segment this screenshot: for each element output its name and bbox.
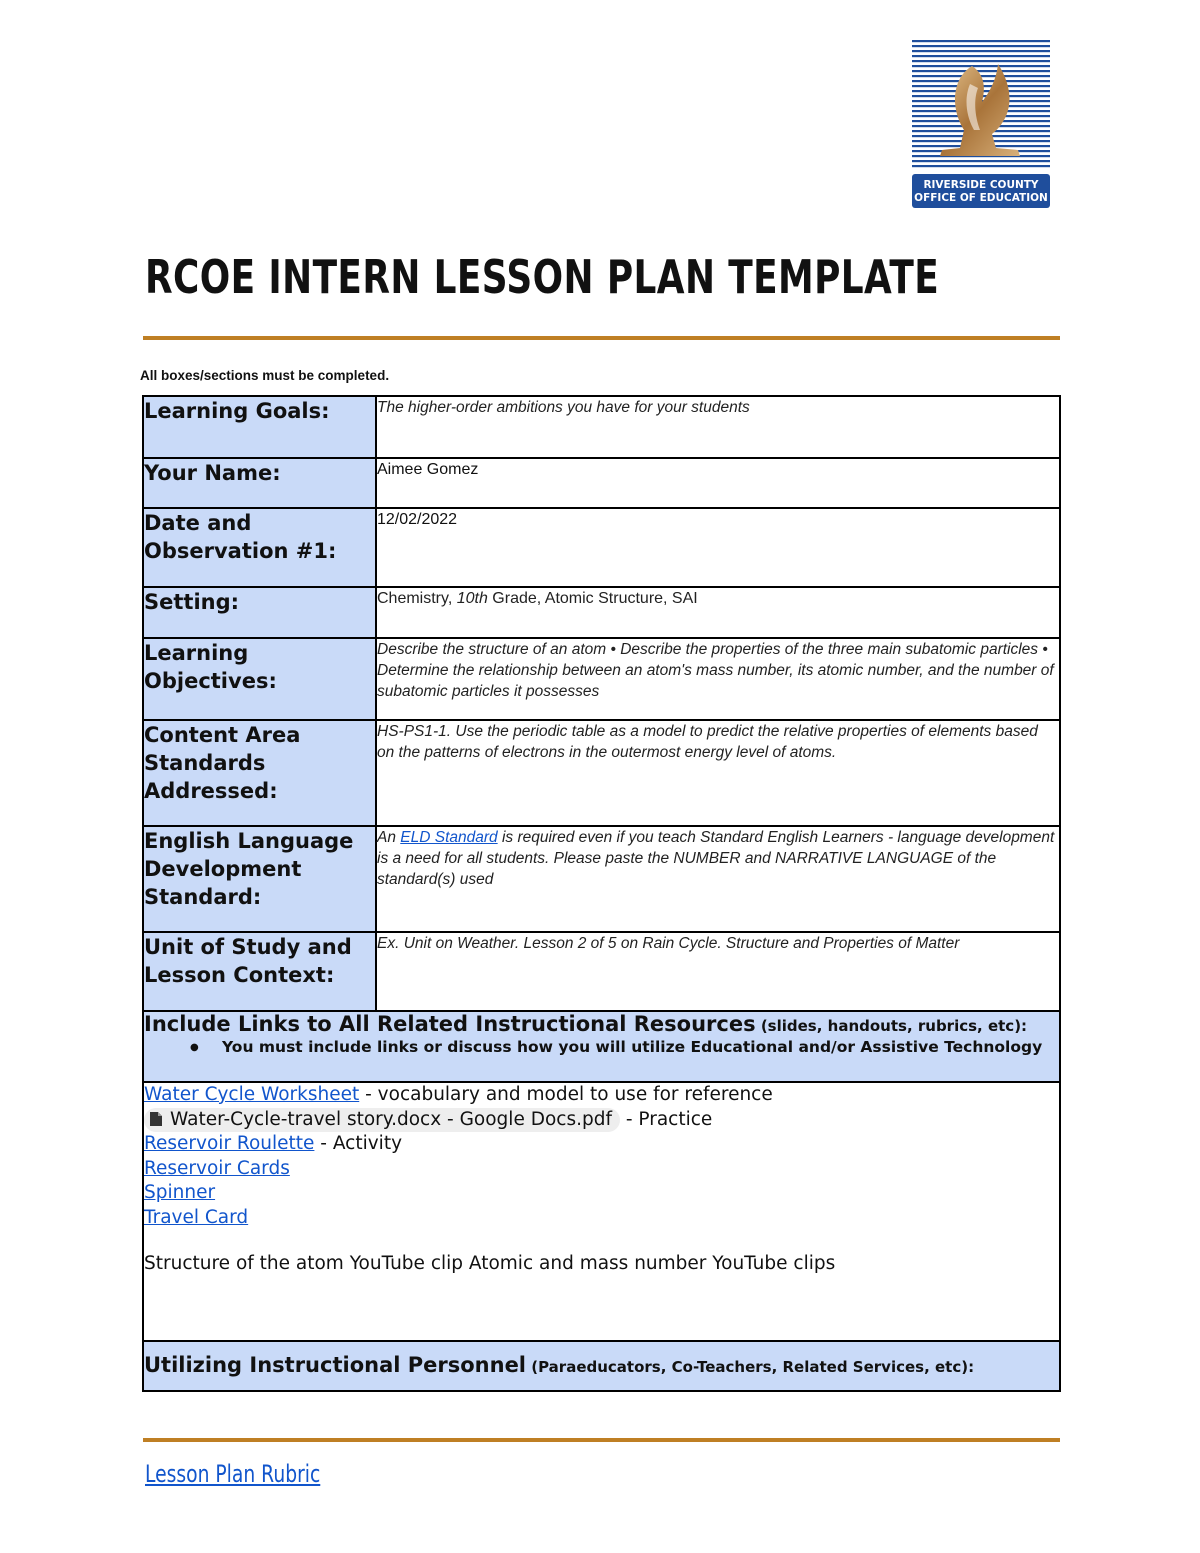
logo-line2: OFFICE OF EDUCATION [914,192,1048,204]
logo-stripe [912,160,1050,162]
row-your-name [143,458,1060,508]
completion-note: All boxes/sections must be completed. [140,368,390,383]
logo-line1: RIVERSIDE COUNTY [923,179,1039,191]
resources-header-main: Include Links to All Related Instructional Resources [144,1012,756,1036]
value-your-name[interactable]: Aimee Gomez [376,458,1060,508]
label-your-name: Your Name: [143,458,376,508]
rcoe-logo [912,38,1050,208]
value-content-standards[interactable]: HS-PS1-1. Use the periodic table as a model to predict the relative properties of elements based on the patterns of electrons in the outermost energy level of atoms. [376,720,1060,826]
page-title: RCOE INTERN LESSON PLAN TEMPLATE [145,250,940,304]
resource-item-3-text: - Activity [314,1133,403,1154]
resources-header [143,1011,1060,1082]
row-content-standards [143,720,1060,826]
label-content-standards: Content Area Standards Addressed: [143,720,376,826]
personnel-header-sub: (Paraeducators, Co-Teachers, Related Services, etc): [526,1358,975,1376]
logo-stripe [912,60,1050,62]
label-date: Date and Observation #1: [143,508,376,587]
resource-item-6 [144,1206,1059,1231]
eld-pre: An [377,829,401,846]
label-learning-goals: Learning Goals: [143,396,376,458]
label-eld-standard: English Language Development Standard: [143,826,376,932]
row-eld-standard [143,826,1060,932]
logo-stripe [912,40,1050,42]
setting-grade: 10th [456,590,488,607]
resource-item-3 [144,1132,1059,1157]
row-date [143,508,1060,587]
value-setting[interactable] [376,587,1060,638]
resources-header-sub: (slides, handouts, rubrics, etc): [755,1017,1028,1035]
value-date[interactable]: 12/02/2022 [376,508,1060,587]
title-divider [143,336,1060,340]
resource-item-1-text: - vocabulary and model to use for reference [359,1084,773,1105]
file-chip[interactable] [144,1108,620,1132]
logo-stripe [912,55,1050,57]
reservoir-roulette-link[interactable]: Reservoir Roulette [144,1133,315,1154]
resource-item-2 [144,1108,1059,1133]
value-learning-objectives[interactable]: Describe the structure of an atom • Describe the properties of the three main subatomic particles • Determine the relationship between an atom's mass number, its atomic number, and the number of subatomic particles it possesses [376,638,1060,720]
resource-item-4 [144,1157,1059,1182]
logo-stripe [912,50,1050,52]
row-resources [143,1082,1060,1341]
logo-stripe [912,70,1050,72]
setting-pre: Chemistry, [377,590,457,607]
lesson-plan-rubric-link[interactable]: Lesson Plan Rubric [145,1460,321,1488]
logo-stripe [912,165,1050,167]
row-learning-objectives [143,638,1060,720]
bullet-icon: ● [190,1042,199,1053]
row-resources-header [143,1011,1060,1082]
row-setting [143,587,1060,638]
document-icon [150,1112,162,1126]
value-eld-standard[interactable] [376,826,1060,932]
row-learning-goals [143,396,1060,458]
youtube-clips-text: Structure of the atom YouTube clip Atomic and mass number YouTube clips [144,1253,836,1274]
personnel-header-main: Utilizing Instructional Personnel [144,1353,527,1377]
resources-header-bullet [144,1038,1059,1056]
footer-divider [143,1438,1060,1442]
resource-item-5 [144,1181,1059,1206]
lesson-plan-table [142,395,1061,1392]
spinner-link[interactable]: Spinner [144,1182,216,1203]
resource-item-2-text: - Practice [619,1108,713,1130]
resources-list[interactable] [143,1082,1060,1341]
logo-graphic [912,38,1050,208]
travel-card-link[interactable]: Travel Card [144,1206,249,1228]
row-personnel-header [143,1341,1060,1391]
value-learning-goals[interactable]: The higher-order ambitions you have for your students [376,396,1060,458]
eld-standard-link[interactable]: ELD Standard [400,829,498,846]
water-cycle-worksheet-link[interactable]: Water Cycle Worksheet [144,1084,360,1105]
resources-header-bullet-text: You must include links or discuss how you will utilize Educational and/or Assistive Technology [222,1038,1043,1056]
resource-item-1 [144,1083,1059,1108]
logo-stripe [912,45,1050,47]
spacer [144,1230,1059,1252]
reservoir-cards-link[interactable]: Reservoir Cards [144,1157,290,1179]
file-chip-label: Water-Cycle-travel story.docx - Google Docs.pdf [170,1108,612,1130]
label-learning-objectives: Learning Objectives: [143,638,376,720]
row-unit-of-study [143,932,1060,1011]
logo-stripe [912,65,1050,67]
value-unit-of-study[interactable]: Ex. Unit on Weather. Lesson 2 of 5 on Rain Cycle. Structure and Properties of Matter [376,932,1060,1011]
personnel-header [143,1341,1060,1391]
label-setting: Setting: [143,587,376,638]
setting-post: Grade, Atomic Structure, SAI [487,590,698,607]
eld-post: is required even if you teach Standard English Learners - language development is a need for all students. Please paste the NUMBER and NARRATIVE LANGUAGE of the standard(s) used [377,829,1055,888]
label-unit-of-study: Unit of Study and Lesson Context: [143,932,376,1011]
